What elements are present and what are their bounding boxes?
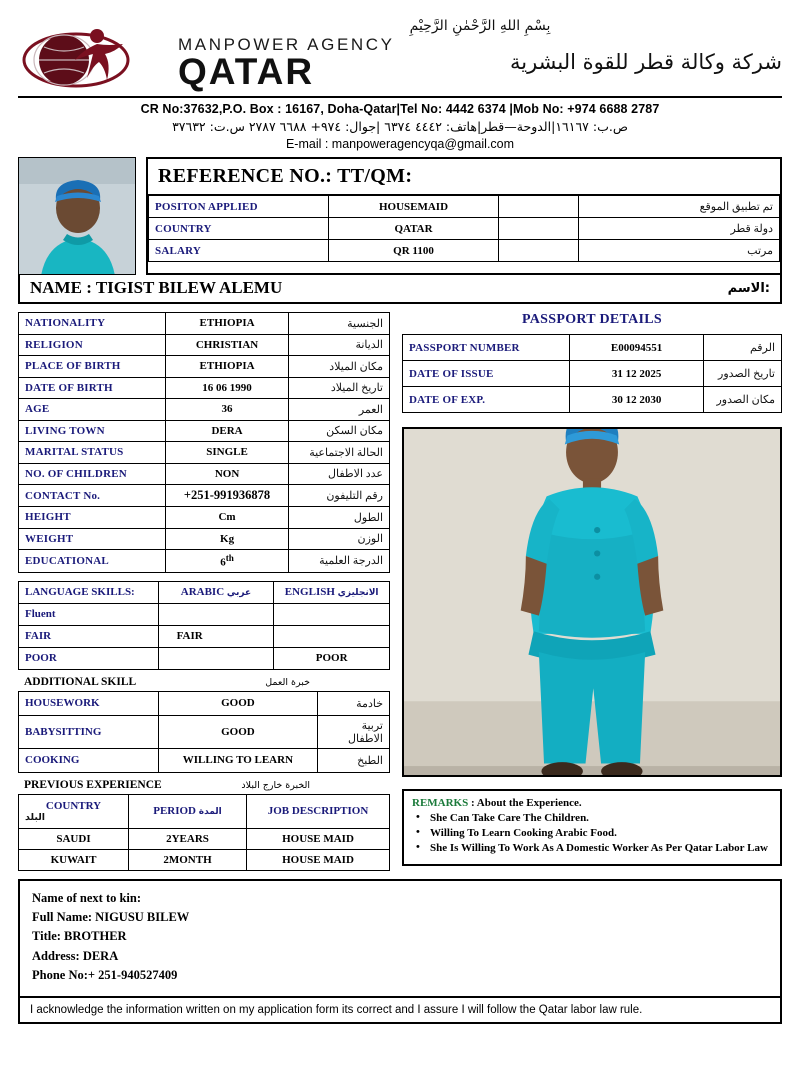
additional-skill-title: ADDITIONAL SKILL <box>24 675 137 688</box>
passport-number-value: E00094551 <box>570 335 704 361</box>
remarks-box <box>402 789 782 866</box>
additional-skill-heading <box>18 670 390 691</box>
previous-experience-title: PREVIOUS EXPERIENCE <box>24 778 162 791</box>
acknowledgement-text: I acknowledge the information written on my application form its correct and I assure I will follow the Qatar labor law rule. <box>18 998 782 1024</box>
right-column <box>402 312 782 871</box>
living-town-label: LIVING TOWN <box>19 420 166 442</box>
marital-status-label: MARITAL STATUS <box>19 442 166 464</box>
contact-line-arabic: ص.ب: ١٦١٦٧|الدوحة—قطر|هاتف: ٤٤٤٢ ٦٣٧٤ |جوال: ٩٧٤+ ٦٦٨٨ ٢٧٨٧ س.ت: ٣٧٦٣٢ <box>172 119 628 134</box>
babysitting-label: BABYSITTING <box>19 715 159 748</box>
housework-rating: GOOD <box>158 691 317 715</box>
additional-skill-title-arabic: خبرة العمل <box>265 676 310 688</box>
applicant-name-bar <box>18 274 782 304</box>
educational-label: EDUCATIONAL <box>19 550 166 573</box>
table-row <box>19 485 390 507</box>
remarks-title-keyword: REMARKS <box>412 797 469 809</box>
experience-country-1: KUWAIT <box>19 849 129 870</box>
poor-english-value: POOR <box>274 647 390 669</box>
next-of-kin-heading: Name of next to kin: <box>32 890 142 905</box>
left-column <box>18 312 390 871</box>
bismillah-text: بِسْمِ اللهِ الرَّحْمٰنِ الرَّحِيْمِ <box>409 18 551 34</box>
applicant-name <box>30 278 282 298</box>
children-label: NO. OF CHILDREN <box>19 463 166 485</box>
table-row <box>19 463 390 485</box>
experience-period-header <box>129 794 247 828</box>
cooking-label: COOKING <box>19 748 159 772</box>
date-of-birth-value: 16 06 1990 <box>165 377 289 399</box>
table-row <box>19 550 390 573</box>
table-row <box>19 849 390 870</box>
header-divider <box>18 96 782 98</box>
experience-country-header-en: COUNTRY <box>45 799 102 812</box>
brand-line-2: QATAR <box>178 51 315 92</box>
table-row <box>19 356 390 378</box>
cooking-arabic: الطبخ <box>318 748 390 772</box>
salary-spacer <box>499 240 579 262</box>
language-level-fair: FAIR <box>19 625 159 647</box>
salary-label: SALARY <box>149 240 329 262</box>
name-value: TIGIST BILEW ALEMU <box>95 278 283 297</box>
position-applied-label: POSITON APPLIED <box>149 196 329 218</box>
living-town-value: DERA <box>165 420 289 442</box>
age-value: 36 <box>165 399 289 421</box>
country-spacer <box>499 218 579 240</box>
experience-country-header-ar: البلد <box>25 811 46 823</box>
language-arabic-header-en: ARABIC <box>180 586 225 599</box>
educational-grade-suffix: th <box>225 553 234 563</box>
language-english-header <box>274 581 390 603</box>
table-row <box>19 334 390 356</box>
fluent-english-value <box>274 603 390 625</box>
table-row <box>19 691 390 715</box>
language-skills-header: LANGUAGE SKILLS: <box>19 581 159 603</box>
religion-value: CHRISTIAN <box>165 334 289 356</box>
passport-details-title: PASSPORT DETAILS <box>521 312 663 327</box>
nationality-value: ETHIOPIA <box>165 313 289 335</box>
educational-grade: 6 <box>220 556 226 569</box>
weight-label: WEIGHT <box>19 528 166 550</box>
fair-arabic-value: FAIR <box>158 625 274 647</box>
date-of-exp-value: 30 12 2030 <box>570 387 704 413</box>
language-level-fluent: Fluent <box>19 603 159 625</box>
passport-number-arabic: الرقم <box>703 335 781 361</box>
passport-details-table <box>402 334 782 413</box>
language-arabic-header-ar: عربي <box>226 588 252 599</box>
next-of-kin-address: Address: DERA <box>32 948 119 963</box>
table-row <box>19 794 390 828</box>
passport-number-label: PASSPORT NUMBER <box>403 335 570 361</box>
experience-job-0: HOUSE MAID <box>247 828 390 849</box>
contact-no-arabic: رقم التليفون <box>289 485 390 507</box>
table-row <box>19 647 390 669</box>
biodata-table <box>18 312 390 573</box>
poor-arabic-value <box>158 647 274 669</box>
housework-label: HOUSEWORK <box>19 691 159 715</box>
table-row <box>149 240 780 262</box>
language-english-header-ar: الانجليزي <box>337 588 379 599</box>
additional-skill-table <box>18 691 390 773</box>
language-arabic-header <box>158 581 274 603</box>
date-of-exp-label: DATE OF EXP. <box>403 387 570 413</box>
educational-arabic: الدرجة العلمية <box>289 550 390 573</box>
language-skills-table <box>18 581 390 670</box>
next-of-kin-box <box>18 879 782 998</box>
table-row <box>19 420 390 442</box>
experience-period-1: 2MONTH <box>129 849 247 870</box>
name-label-arabic: الاسم: <box>727 280 770 296</box>
place-of-birth-value: ETHIOPIA <box>165 356 289 378</box>
experience-country-0: SAUDI <box>19 828 129 849</box>
experience-period-0: 2YEARS <box>129 828 247 849</box>
table-row <box>19 625 390 647</box>
date-of-issue-label: DATE OF ISSUE <box>403 361 570 387</box>
experience-job-header: JOB DESCRIPTION <box>247 794 390 828</box>
marital-status-value: SINGLE <box>165 442 289 464</box>
document-header <box>18 10 782 94</box>
religion-arabic: الديانة <box>289 334 390 356</box>
previous-experience-table <box>18 794 390 871</box>
table-row <box>19 507 390 529</box>
date-of-birth-label: DATE OF BIRTH <box>19 377 166 399</box>
place-of-birth-arabic: مكان الميلاد <box>289 356 390 378</box>
contact-line-english: CR No:37632,P.O. Box : 16167, Doha-Qatar|Tel No: 4442 6374 |Mob No: +974 6688 2787 <box>140 102 660 116</box>
educational-value <box>165 550 289 573</box>
fair-english-value <box>274 625 390 647</box>
table-row <box>19 313 390 335</box>
living-town-arabic: مكان السكن <box>289 420 390 442</box>
cooking-rating: WILLING TO LEARN <box>158 748 317 772</box>
previous-experience-title-arabic: الخبرة خارج البلاد <box>241 779 310 791</box>
weight-arabic: الوزن <box>289 528 390 550</box>
nationality-label: NATIONALITY <box>19 313 166 335</box>
next-of-kin-full-name: Full Name: NIGUSU BILEW <box>32 910 190 925</box>
religion-label: RELIGION <box>19 334 166 356</box>
agency-logo <box>18 16 168 94</box>
list-item: • Willing To Learn Cooking Arabic Food. <box>430 826 772 841</box>
experience-period-header-en: PERIOD <box>153 805 196 818</box>
height-label: HEIGHT <box>19 507 166 529</box>
table-row <box>19 828 390 849</box>
fluent-arabic-value <box>158 603 274 625</box>
next-of-kin-phone: Phone No:+ 251-940527409 <box>32 968 178 983</box>
email-line: E-mail : manpoweragencyqa@gmail.com <box>285 137 515 151</box>
name-label: NAME : <box>30 278 92 297</box>
table-row <box>403 361 782 387</box>
place-of-birth-label: PLACE OF BIRTH <box>19 356 166 378</box>
salary-arabic: مرتب <box>579 240 780 262</box>
height-value: Cm <box>165 507 289 529</box>
weight-value: Kg <box>165 528 289 550</box>
next-of-kin-title: Title: BROTHER <box>32 929 127 944</box>
marital-status-arabic: الحالة الاجتماعية <box>289 442 390 464</box>
language-level-poor: POOR <box>19 647 159 669</box>
list-item: • She Is Willing To Work As A Domestic Worker As Per Qatar Labor Law <box>430 841 772 856</box>
table-row <box>149 218 780 240</box>
country-value: QATAR <box>329 218 499 240</box>
brand-arabic: شركة وكالة قطر للقوة البشرية <box>509 49 782 74</box>
language-english-header-en: ENGLISH <box>284 586 335 599</box>
contact-no-value: +251-991936878 <box>165 485 289 507</box>
table-row <box>403 387 782 413</box>
age-arabic: العمر <box>289 399 390 421</box>
housework-arabic: خادمة <box>318 691 390 715</box>
applicant-passport-photo <box>18 157 136 275</box>
height-arabic: الطول <box>289 507 390 529</box>
table-row <box>19 581 390 603</box>
babysitting-rating: GOOD <box>158 715 317 748</box>
brand-block <box>178 16 782 92</box>
experience-country-header <box>19 794 129 828</box>
remarks-title <box>412 797 772 809</box>
country-label: COUNTRY <box>149 218 329 240</box>
remarks-title-rest: : About the Experience. <box>468 797 582 809</box>
age-label: AGE <box>19 399 166 421</box>
position-applied-arabic: تم تطبيق الموقع <box>579 196 780 218</box>
babysitting-arabic: تربية الاطفال <box>318 715 390 748</box>
table-row <box>19 715 390 748</box>
country-arabic: دولة قطر <box>579 218 780 240</box>
table-row <box>149 196 780 218</box>
children-arabic: عدد الاطفال <box>289 463 390 485</box>
salary-value: QR 1100 <box>329 240 499 262</box>
experience-period-header-ar: المدة <box>198 807 222 818</box>
nationality-arabic: الجنسية <box>289 313 390 335</box>
table-row <box>19 442 390 464</box>
experience-job-1: HOUSE MAID <box>247 849 390 870</box>
table-row <box>19 603 390 625</box>
date-of-issue-arabic: تاريخ الصدور <box>703 361 781 387</box>
table-row <box>403 335 782 361</box>
date-of-exp-arabic: مكان الصدور <box>703 387 781 413</box>
reference-box <box>146 157 782 275</box>
contact-no-label: CONTACT No. <box>19 485 166 507</box>
brand-english <box>178 36 395 92</box>
date-of-birth-arabic: تاريخ الميلاد <box>289 377 390 399</box>
list-item: • She Can Take Care The Children. <box>430 811 772 826</box>
table-row <box>19 377 390 399</box>
remarks-list <box>412 811 772 856</box>
table-row <box>19 528 390 550</box>
reference-table <box>148 195 780 262</box>
applicant-full-photo <box>402 427 782 777</box>
table-row <box>19 399 390 421</box>
table-row <box>19 748 390 772</box>
position-applied-value: HOUSEMAID <box>329 196 499 218</box>
reference-number-title: REFERENCE NO.: TT/QM: <box>148 159 780 195</box>
position-applied-spacer <box>499 196 579 218</box>
previous-experience-heading <box>18 773 390 794</box>
applicant-summary <box>18 157 782 275</box>
main-content <box>18 312 782 871</box>
date-of-issue-value: 31 12 2025 <box>570 361 704 387</box>
children-value: NON <box>165 463 289 485</box>
brand-line-1: MANPOWER AGENCY <box>178 35 395 54</box>
